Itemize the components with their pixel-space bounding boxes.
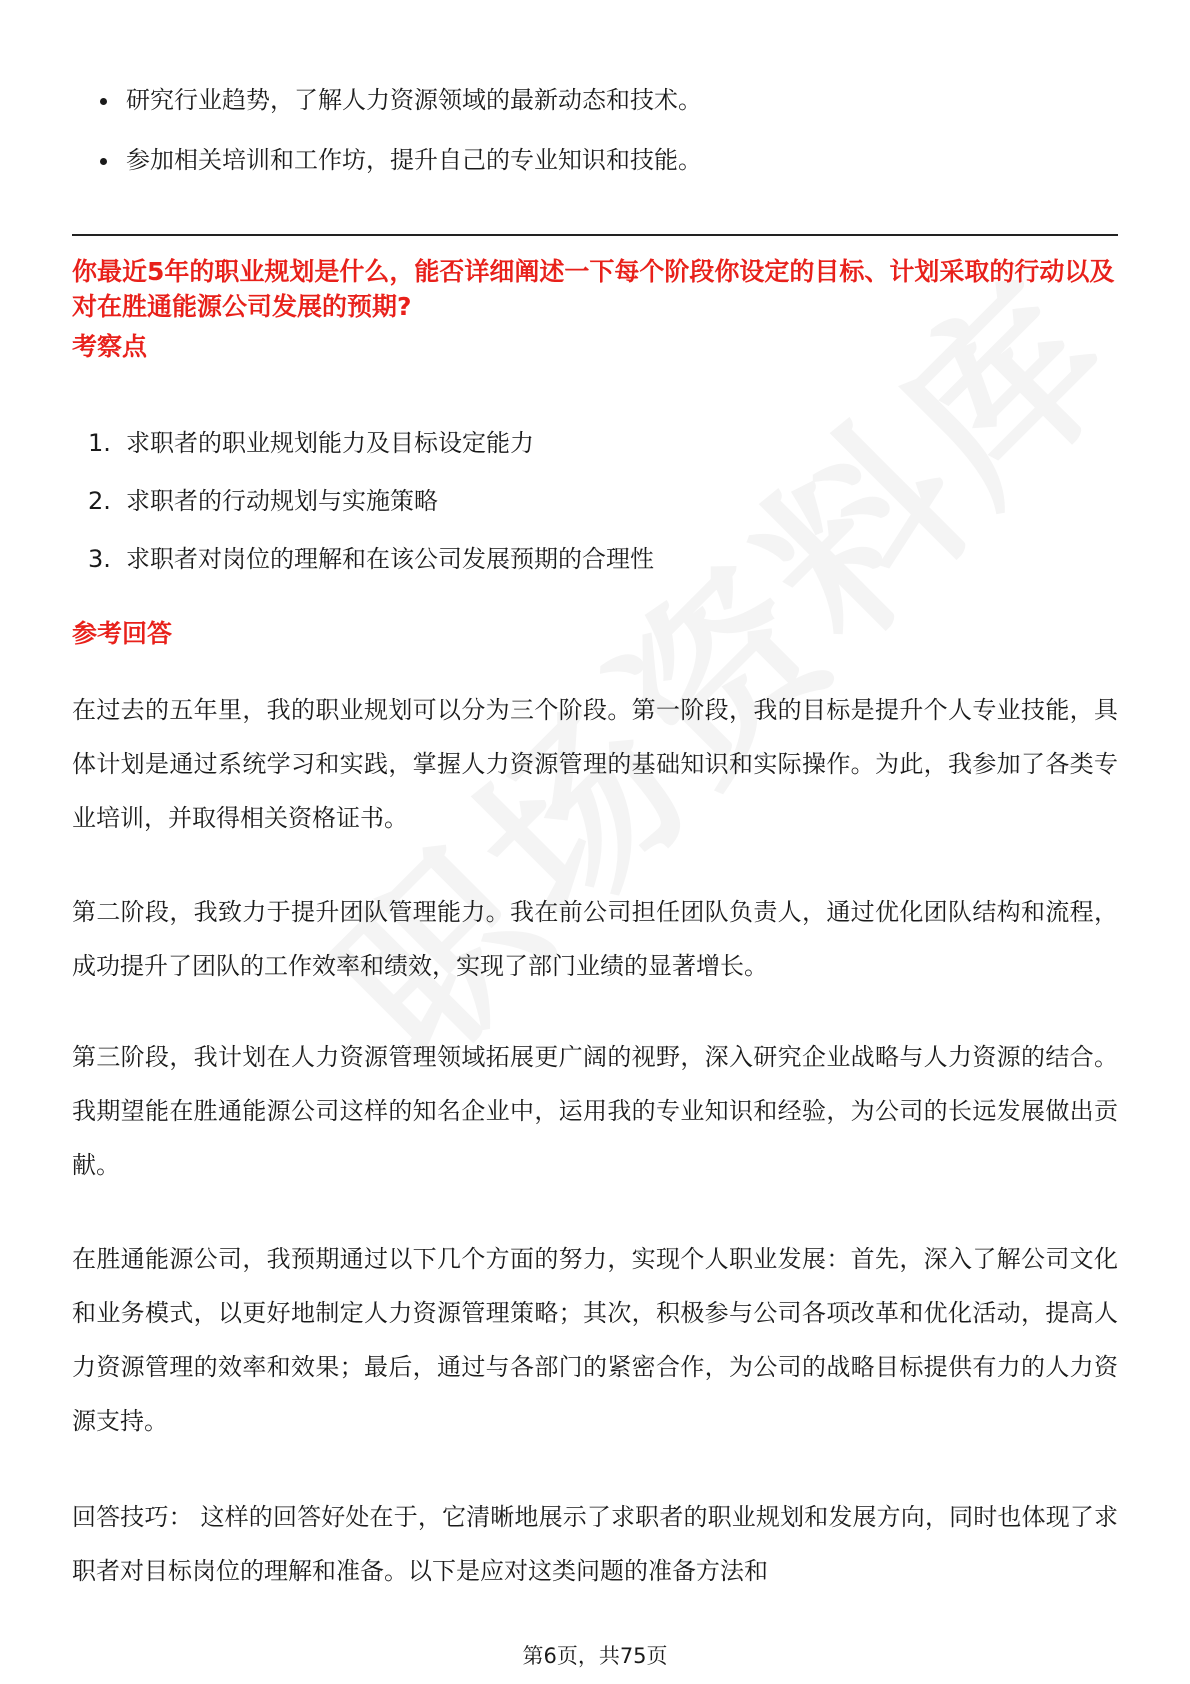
answer-paragraph: 在过去的五年里，我的职业规划可以分为三个阶段。第一阶段，我的目标是提升个人专业技能，具体计划是通过系统学习和实践，掌握人力资源管理的基础知识和实际操作。为此，我参加了各类专业培训，并取得相关资格证书。: [72, 696, 1118, 832]
divider: [72, 234, 1118, 236]
exam-points-list: [88, 414, 654, 588]
exam-points-title: 考察点: [72, 332, 148, 361]
list-item: 参加相关培训和工作坊，提升自己的专业知识和技能。: [100, 130, 702, 190]
question-heading: 你最近5年的职业规划是什么，能否详细阐述一下每个阶段你设定的目标、计划采取的行动以及对在胜通能源公司发展的预期?: [72, 257, 1115, 321]
reference-answer-title: 参考回答: [72, 619, 173, 648]
answer-paragraph: 第二阶段，我致力于提升团队管理能力。我在前公司担任团队负责人，通过优化团队结构和流程，成功提升了团队的工作效率和绩效，实现了部门业绩的显著增长。: [72, 898, 1118, 980]
item-number: 2.: [88, 487, 111, 515]
answer-tips-paragraph: 回答技巧： 这样的回答好处在于，它清晰地展示了求职者的职业规划和发展方向，同时也体现了求职者对目标岗位的理解和准备。以下是应对这类问题的准备方法和: [72, 1503, 1118, 1585]
answer-paragraph: 在胜通能源公司，我预期通过以下几个方面的努力，实现个人职业发展：首先，深入了解公司文化和业务模式，以更好地制定人力资源管理策略；其次，积极参与公司各项改革和优化活动，提高人力资源管理的效率和效果；最后，通过与各部门的紧密合作，为公司的战略目标提供有力的人力资源支持。: [72, 1245, 1118, 1435]
item-text: 求职者的行动规划与实施策略: [126, 487, 438, 515]
page-number: 第6页，共75页: [522, 1644, 668, 1668]
list-item: [88, 530, 654, 588]
answer-paragraph: 第三阶段，我计划在人力资源管理领域拓展更广阔的视野，深入研究企业战略与人力资源的结合。我期望能在胜通能源公司这样的知名企业中，运用我的专业知识和经验，为公司的长远发展做出贡献。: [72, 1043, 1118, 1179]
item-number: 1.: [88, 429, 111, 457]
list-item: 研究行业趋势，了解人力资源领域的最新动态和技术。: [100, 70, 702, 130]
item-text: 求职者的职业规划能力及目标设定能力: [126, 429, 534, 457]
list-item: [88, 472, 654, 530]
item-number: 3.: [88, 545, 111, 573]
bullet-list: [100, 70, 702, 190]
list-item: [88, 414, 654, 472]
item-text: 求职者对岗位的理解和在该公司发展预期的合理性: [126, 545, 654, 573]
